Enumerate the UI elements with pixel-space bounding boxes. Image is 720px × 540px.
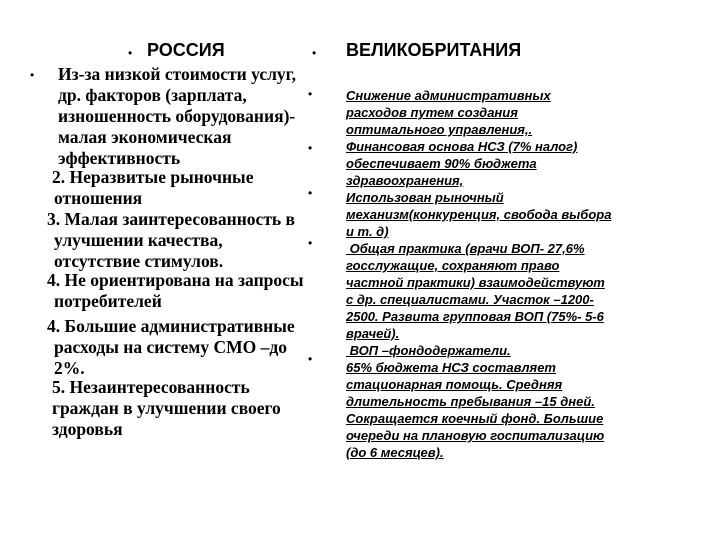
text-line: отсутствие стимулов. [54,251,224,271]
text-line: очереди на плановую госпитализацию [346,428,605,443]
header-bullet-icon: • [128,46,133,60]
text-line: с др. специалистами. Участок –1200- [346,292,594,307]
text-line: 5. Незаинтересованность [52,377,250,397]
text-line: 3. Малая заинтересованность в [47,209,295,229]
text-line: др. факторов (зарплата, [58,85,247,105]
left-item-5 [47,316,295,379]
text-line: 2. Неразвитые рыночные [52,167,254,187]
text-line: Из-за низкой стоимости услуг, [58,64,297,84]
text-line: длительность пребывания –15 дней. [346,394,595,409]
text-line: Использован рыночный [346,190,504,205]
text-line: Финансовая основа НСЗ (7% налог) [346,139,578,154]
left-item-2 [52,167,254,209]
left-item-4 [47,270,304,312]
text-line: оптимального управления,. [346,122,533,137]
text-line: Сокращается коечный фонд. Большие [346,411,604,426]
text-line: (до 6 месяцев). [346,445,444,460]
right-bullet-icon: • [308,352,313,366]
header-bullet-icon: • [312,46,317,60]
left-bullet-icon: • [30,68,35,82]
text-line: стационарная помощь. Средняя [346,377,563,392]
right-bullet-icon: • [308,236,313,250]
text-line: 4. Большие административные [47,316,295,336]
text-line: врачей). [346,326,400,341]
right-bullet-icon: • [308,141,313,155]
text-line: Общая практика (врачи ВОП- 27,6% [346,241,585,256]
right-column-text [346,87,611,461]
text-line: малая экономическая [58,127,232,147]
text-line: ВОП –фондодержатели. [346,343,511,358]
left-item-3 [47,209,295,272]
text-line: госслужащие, сохраняют право [346,258,560,273]
text-line: обеспечивает 90% бюджета [346,156,537,171]
header-uk: ВЕЛИКОБРИТАНИЯ [346,40,522,60]
text-line: частной практики) взаимодействуют [346,275,605,290]
text-line: здоровья [52,419,123,439]
text-line: улучшении качества, [54,230,223,250]
text-line: механизм(конкуренция, свобода выбора [346,207,612,222]
text-line: Снижение административных [346,88,551,103]
right-bullet-icon: • [308,186,313,200]
text-line: расходы на систему СМО –до [54,337,287,357]
text-line: потребителей [54,291,162,311]
text-line: отношения [54,188,143,208]
text-line: здравоохранения, [346,173,464,188]
text-line: расходов путем создания [346,105,518,120]
text-line: 2500. Развита групповая ВОП (75%- 5-6 [346,309,604,324]
right-bullet-icon: • [308,87,313,101]
left-item-6 [52,377,281,440]
text-line: изношенность оборудования)- [58,106,296,126]
header-russia: РОССИЯ [147,40,225,60]
text-line: эффективность [58,148,181,168]
left-intro [58,64,296,169]
text-line: 65% бюджета НСЗ составляет [346,360,556,375]
text-line: 4. Не ориентирована на запросы [47,270,304,290]
text-line: 2%. [54,358,85,378]
text-line: и т. д) [346,224,389,239]
text-line: граждан в улучшении своего [52,398,281,418]
